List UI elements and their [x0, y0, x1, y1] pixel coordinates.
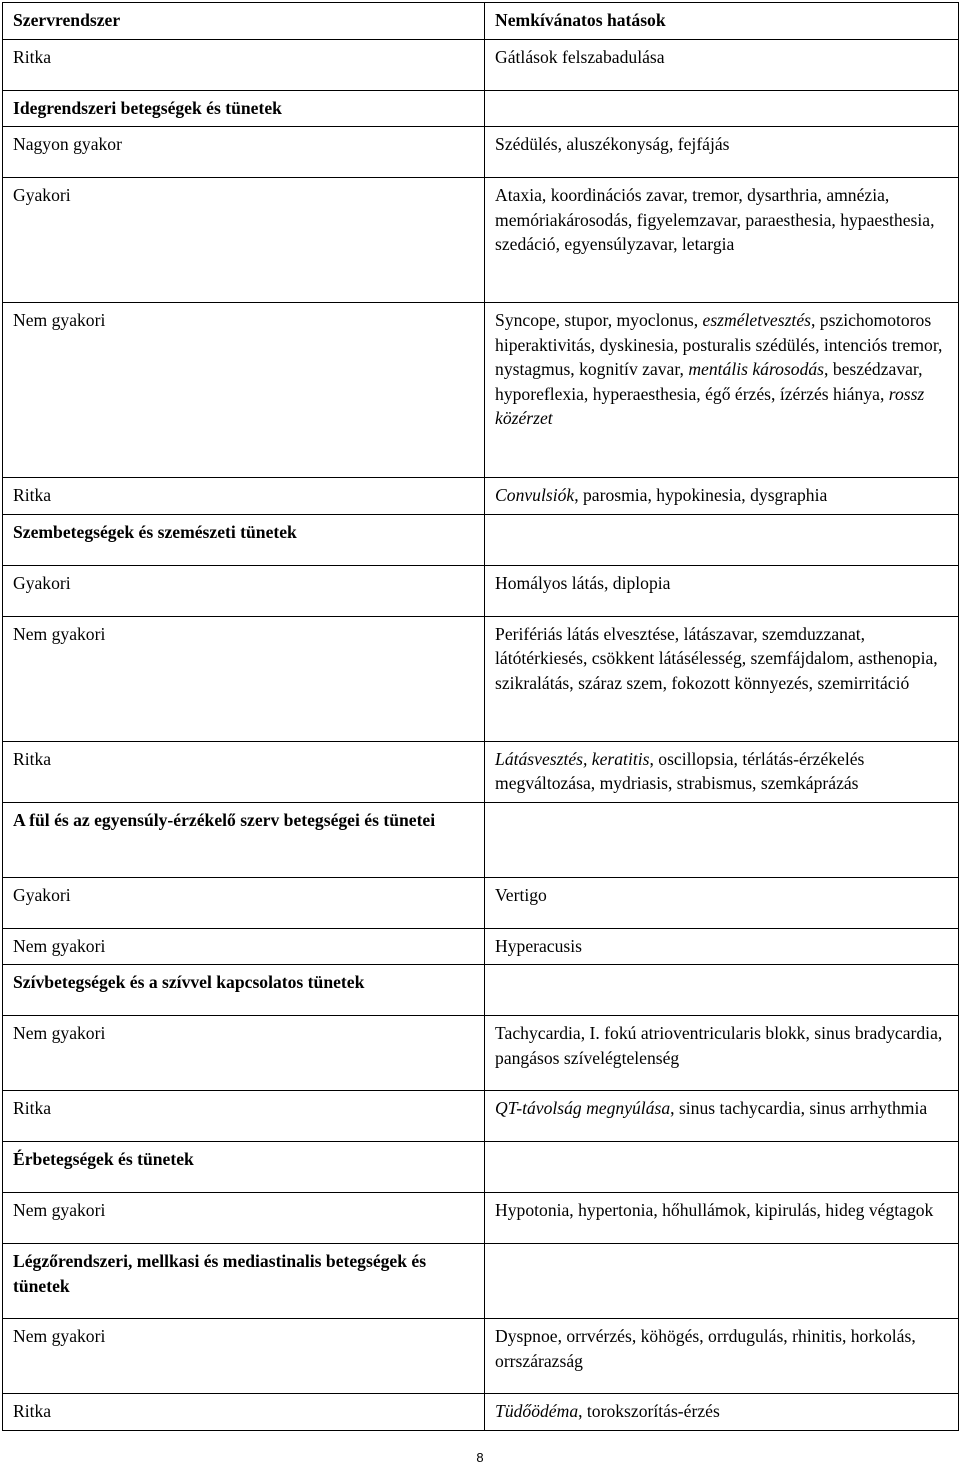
- table-row: [3, 965, 959, 1016]
- table-row: [3, 928, 959, 965]
- adverse-effects-cell: [485, 965, 959, 1016]
- table-row: [3, 1394, 959, 1431]
- adverse-effects-cell: [485, 741, 959, 802]
- adverse-effects-cell: [485, 514, 959, 565]
- cell-text: Dyspnoe, orrvérzés, köhögés, orrdugulás, rhinitis, horkolás, orrszárazság: [495, 1326, 916, 1371]
- header-organ-system: Szervrendszer: [3, 3, 485, 40]
- cell-text: Ritka: [13, 748, 52, 769]
- table-row: [3, 1193, 959, 1244]
- emphasized-text: mentális károsodás: [688, 359, 825, 379]
- cell-text: Ritka: [13, 1401, 52, 1421]
- table-row: [3, 1091, 959, 1142]
- cell-text: Homályos látás, diplopia: [495, 572, 671, 593]
- organ-system-cell: [3, 1394, 485, 1431]
- cell-text: , parosmia, hypokinesia, dysgraphia: [574, 485, 828, 505]
- adverse-effects-cell: [485, 39, 959, 90]
- cell-text: , torokszorítás-érzés: [578, 1401, 720, 1421]
- table-row: [3, 127, 959, 178]
- cell-text: Nem gyakori: [13, 1200, 106, 1220]
- adverse-effects-cell: [485, 616, 959, 741]
- organ-system-cell: [3, 127, 485, 178]
- organ-system-cell: [3, 965, 485, 1016]
- table-row: [3, 802, 959, 877]
- cell-text: Nagyon gyakor: [13, 134, 122, 154]
- organ-system-cell: [3, 178, 485, 303]
- emphasized-text: Tüdőödéma: [495, 1401, 579, 1421]
- table-row: [3, 1016, 959, 1091]
- emphasized-text: eszméletvesztés: [702, 310, 811, 330]
- adverse-effects-cell: [485, 928, 959, 965]
- cell-text: Nem gyakori: [13, 310, 106, 330]
- organ-system-cell: [3, 514, 485, 565]
- cell-text: Szédülés, aluszékonyság, fejfájás: [495, 134, 730, 154]
- cell-text: Nem gyakori: [13, 623, 106, 644]
- system-heading: A fül és az egyensúly-érzékelő szerv betegségei és tünetei: [13, 809, 436, 830]
- organ-system-cell: [3, 1016, 485, 1091]
- table-row: [3, 303, 959, 478]
- table-row: [3, 741, 959, 802]
- adverse-effects-cell: [485, 1142, 959, 1193]
- emphasized-text: rossz közérzet: [495, 383, 925, 428]
- table-header-row: [3, 3, 959, 40]
- adverse-effects-cell: [485, 1244, 959, 1319]
- organ-system-cell: [3, 1244, 485, 1319]
- organ-system-cell: [3, 478, 485, 515]
- table-row: [3, 90, 959, 127]
- cell-text: Tachycardia, I. fokú atrioventricularis blokk, sinus bradycardia, pangásos szívelégtelenség: [495, 1023, 943, 1068]
- page-number: 8: [476, 1450, 484, 1465]
- adverse-effects-cell: [485, 565, 959, 616]
- adverse-effects-table: [2, 2, 959, 1431]
- system-heading: Légzőrendszeri, mellkasi és mediastinalis betegségek és tünetek: [13, 1251, 427, 1296]
- adverse-effects-cell: [485, 1394, 959, 1431]
- table-body: [3, 3, 959, 1431]
- table-row: [3, 478, 959, 515]
- cell-text: Ataxia, koordinációs zavar, tremor, dysarthria, amnézia, memóriakárosodás, figyelemzavar, paraesthesia, hypaesthesia, szedáció, egyensúlyzavar, letargia: [495, 185, 935, 254]
- table-row: [3, 39, 959, 90]
- cell-text: Ritka: [13, 1098, 52, 1118]
- cell-text: Nem gyakori: [13, 1326, 106, 1346]
- adverse-effects-cell: [485, 877, 959, 928]
- table-row: [3, 616, 959, 741]
- organ-system-cell: [3, 1319, 485, 1394]
- cell-text: , pszichomotoros hiperaktivitás, dyskinesia, posturalis szédülés, intenciós tremor, nystagmus, kognitív zavar,: [495, 310, 943, 379]
- cell-text: , oscillopsia, térlátás-érzékelés megváltozása, mydriasis, strabismus, szemkáprázás: [495, 748, 865, 793]
- cell-text: , beszédzavar, hyporeflexia, hyperaesthesia, égő érzés, ízérzés hiánya,: [495, 359, 923, 404]
- cell-text: Ritka: [13, 46, 52, 67]
- cell-text: Nem gyakori: [13, 1023, 106, 1043]
- cell-text: Gátlások felszabadulása: [495, 46, 665, 67]
- table-row: [3, 565, 959, 616]
- adverse-effects-cell: [485, 178, 959, 303]
- cell-text: Hypotonia, hypertonia, hőhullámok, kipirulás, hideg végtagok: [495, 1200, 934, 1220]
- adverse-effects-cell: [485, 802, 959, 877]
- organ-system-cell: [3, 39, 485, 90]
- emphasized-text: Convulsiók: [495, 485, 575, 505]
- organ-system-cell: [3, 1091, 485, 1142]
- emphasized-text: Látásvesztés, keratitis: [495, 748, 650, 769]
- system-heading: Érbetegségek és tünetek: [13, 1149, 194, 1169]
- organ-system-cell: [3, 1193, 485, 1244]
- organ-system-cell: [3, 90, 485, 127]
- organ-system-cell: [3, 802, 485, 877]
- system-heading: Idegrendszeri betegségek és tünetek: [13, 97, 282, 118]
- table-row: [3, 514, 959, 565]
- cell-text: Gyakori: [13, 572, 71, 593]
- adverse-effects-cell: [485, 1193, 959, 1244]
- organ-system-cell: [3, 741, 485, 802]
- table-row: [3, 1319, 959, 1394]
- cell-text: Gyakori: [13, 884, 71, 905]
- cell-text: Gyakori: [13, 185, 71, 205]
- organ-system-cell: [3, 928, 485, 965]
- organ-system-cell: [3, 303, 485, 478]
- cell-text: , sinus tachycardia, sinus arrhythmia: [670, 1098, 928, 1118]
- cell-text: Vertigo: [495, 884, 547, 905]
- organ-system-cell: [3, 616, 485, 741]
- organ-system-cell: [3, 1142, 485, 1193]
- organ-system-cell: [3, 565, 485, 616]
- adverse-effects-cell: [485, 90, 959, 127]
- table-row: [3, 178, 959, 303]
- header-adverse-effects: Nemkívánatos hatások: [485, 3, 959, 40]
- organ-system-cell: [3, 877, 485, 928]
- emphasized-text: QT-távolság megnyúlása: [495, 1098, 671, 1118]
- table-row: [3, 877, 959, 928]
- table-row: [3, 1142, 959, 1193]
- cell-text: Nem gyakori: [13, 935, 106, 956]
- cell-text: Syncope, stupor, myoclonus,: [495, 310, 703, 330]
- adverse-effects-cell: [485, 478, 959, 515]
- cell-text: Hyperacusis: [495, 935, 582, 956]
- adverse-effects-cell: [485, 127, 959, 178]
- adverse-effects-cell: [485, 1016, 959, 1091]
- table-row: [3, 1244, 959, 1319]
- system-heading: Szembetegségek és szemészeti tünetek: [13, 521, 297, 542]
- system-heading: Szívbetegségek és a szívvel kapcsolatos tünetek: [13, 972, 365, 992]
- adverse-effects-cell: [485, 1319, 959, 1394]
- cell-text: Ritka: [13, 485, 52, 505]
- adverse-effects-cell: [485, 303, 959, 478]
- adverse-effects-cell: [485, 1091, 959, 1142]
- cell-text: Perifériás látás elvesztése, látászavar, szemduzzanat, látótérkiesés, csökkent látásélesség, szemfájdalom, asthenopia, szikralátás, száraz szem, fokozott könnyezés, szemirritáció: [495, 623, 938, 693]
